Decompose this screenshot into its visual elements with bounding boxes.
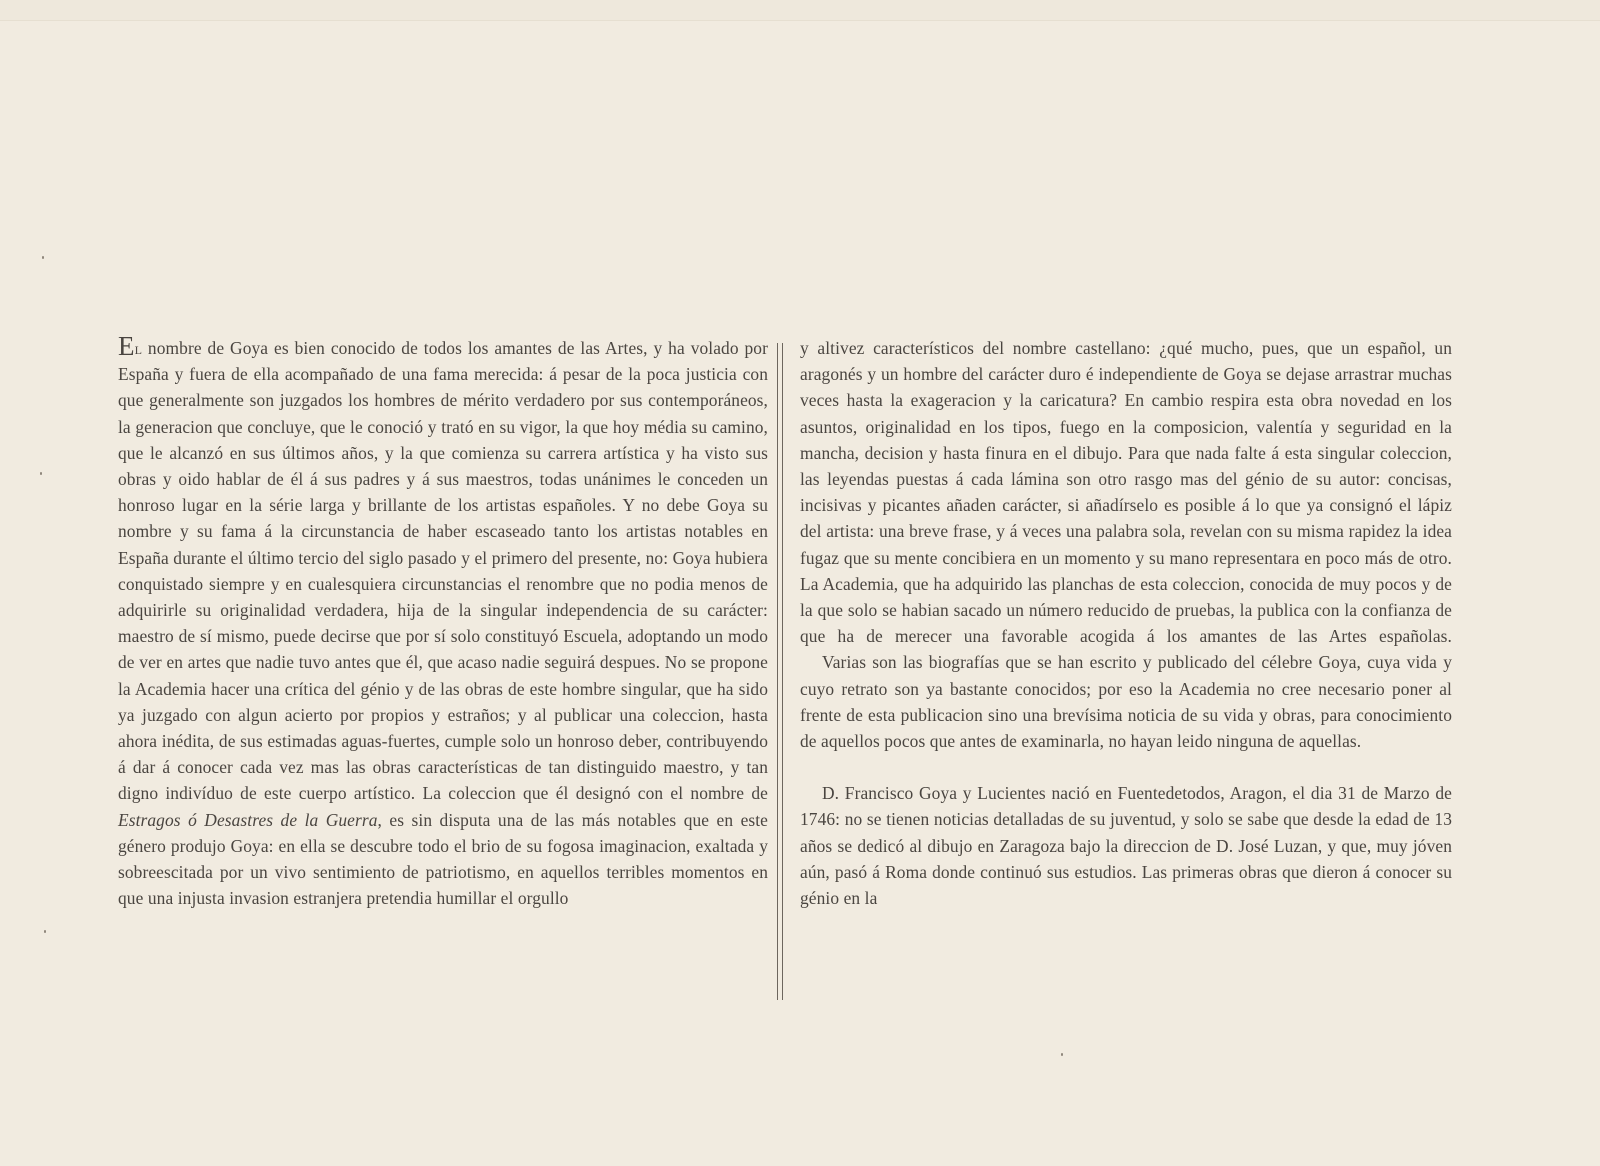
paper-speck [1061, 1053, 1063, 1056]
paper-speck [42, 256, 44, 259]
text-column-left [118, 331, 769, 911]
intro-paragraph [118, 331, 769, 911]
text-run: nombre de Goya es bien conocido de todos los amantes de las Artes, y ha volado por España y fuera de ella acompañado de una fama merecida: á pesar de la poca justicia con que generalmente son juzgados los hombres de mérito verdadero por sus contemporáneos, la generacion que concluye, que le conoció y trató en su vigor, la que hoy média su camino, que le alcanzó en sus últimos años, y la que comienza su carrera artística y ha visto sus obras y oido hablar de él á sus padres y á sus maestros, todas unánimes le conceden un honroso lugar en la série larga y brillante de los artistas españoles. Y no debe Goya su nombre y su fama á la circunstancia de haber escaseado tanto los artistas notables en España durante el último tercio del siglo pasado y el primero del presente, no: Goya hubiera conquistado siempre y en cualesquiera circunstancias el renombre que no podia menos de adquirirle su originalidad verdadera, hija de la singular independencia de su carácter: maestro de sí mismo, puede decirse que por sí solo constituyó Escuela, adoptando un modo de ver en artes que nadie tuvo antes que él, que acaso nadie seguirá despues. No se propone la Academia hacer una crítica del génio y de las obras de este hombre singular, que ha sido ya juzgado con algun acierto por propios y estraños; y al publicar una coleccion, hasta ahora inédita, de sus estimadas aguas-fuertes, cumple solo un honroso deber, contribuyendo á dar á conocer cada vez mas las obras características de tan distinguido maestro, y tan digno indivíduo de este cuerpo artístico. La coleccion que él designó con el nombre de [118, 338, 768, 804]
work-title: Estragos ó Desastres de la Guerra [118, 809, 378, 830]
paragraph-biographies: Varias son las biografías que se han escrito y publicado del célebre Goya, cuya vida y cuyo retrato son ya bastante conocidos; por eso la Academia no cree necesario poner al frente de esta publicacion sino una brevísima noticia de su vida y obras, para conocimiento de aquellos pocos que antes de examinarla, no hayan leido ninguna de aquellas. [800, 652, 1452, 752]
paper-speck [40, 472, 42, 475]
paper-speck [44, 930, 46, 933]
drop-cap: E [118, 331, 135, 361]
column-divider [777, 343, 783, 1000]
sheet-top-edge [0, 0, 1600, 21]
paragraph-biography-start: D. Francisco Goya y Lucientes nació en Fuentedetodos, Aragon, el dia 31 de Marzo de 1746: no se tienen noticias detalladas de su juventud, y solo se sabe que desde la edad de 13 años se dedicó al dibujo en Zaragoza bajo la direccion de D. José Luzan, y que, muy jóven aún, pasó á Roma donde continuó sus estudios. Las primeras obras que dieron á conocer su génio en la [800, 783, 1452, 909]
text-run: , es sin disputa una de las más notables que en este género produjo Goya: en ella se descubre todo el brio de su fogosa imaginacion, exaltada y sobreescitada por un vivo sentimiento de patriotismo, en aquellos terribles momentos en que una injusta invasion estranjera pretendia humillar el orgullo [118, 809, 769, 909]
text-column-right [800, 335, 1452, 911]
paragraph-continuation: y altivez característicos del nombre castellano: ¿qué mucho, pues, que un español, un aragonés y un hombre del carácter duro é independiente de Goya se dejase arrastrar muchas veces hasta la exageracion y la caricatura? En cambio respira esta obra novedad en los asuntos, originalidad en los tipos, fuego en la composicion, valentía y seguridad en la mancha, decision y hasta finura en el dibujo. Para que nada falte á esta singular coleccion, las leyendas puestas á cada lámina son otro rasgo mas del génio de su autor: concisas, incisivas y picantes añaden carácter, si añadírselo es posible á lo que ya consignó el lápiz del artista: una breve frase, y á veces una palabra sola, revelan con su misma rapidez la idea fugaz que su mente concibiera en un momento y su mano representara en poco más de otro. La Academia, que ha adquirido las planchas de esta coleccion, conocida de muy pocos y de la que solo se habian sacado un número reducido de pruebas, la publica con la confianza de que ha de merecer una favorable acogida á los amantes de las Artes españolas. [800, 338, 1452, 647]
small-caps-letter: l [134, 338, 143, 358]
